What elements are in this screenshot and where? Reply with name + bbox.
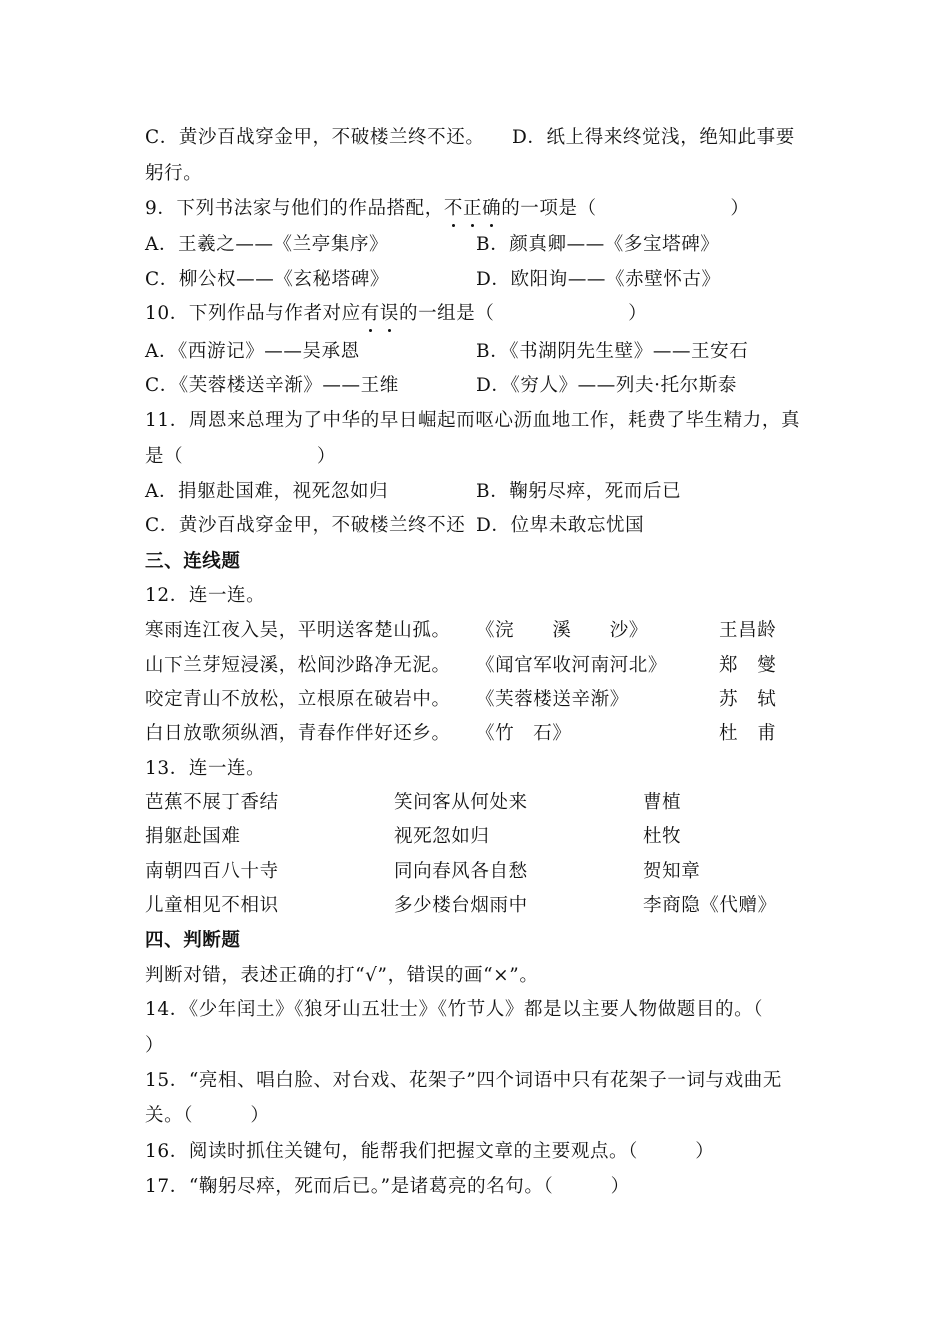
q12-work-title: 《芙蓉楼送辛渐》 [476,689,629,710]
q13-right-item: 曹植 [643,792,682,813]
section-3-title: 三、连线题 [145,551,241,572]
emphasis-char: 确 [482,198,502,219]
q13-left-item: 捐躯赴国难 [145,826,241,847]
q10-stem-suffix: 的一组是（ ） [398,303,648,324]
q13-left-item: 儿童相见不相识 [145,895,279,916]
q11-stem: 11．周恩来总理为了中华的早日崛起而呕心沥血地工作，耗费了毕生精力，真 [145,410,801,431]
q10-option-a: A．《西游记》——吴承恩 [145,341,360,362]
q17-stem: 17．“鞠躬尽瘁，死而后已。”是诸葛亮的名句。（ ） [145,1176,630,1197]
q12-work-title: 《闻官军收河南河北》 [476,655,668,676]
q12-work-title: 《竹 石》 [476,723,572,744]
q9-stem [145,197,750,221]
q12-poem-line: 白日放歌须纵酒，青春作伴好还乡。 [145,723,451,744]
q13-right-item: 李商隐《代赠》 [643,895,777,916]
q12-title: 12．连一连。 [145,585,266,606]
q10-stem-prefix: 10．下列作品与作者对应 [145,303,361,324]
q15-stem: 15．“亮相、唱白脸、对台戏、花架子”四个词语中只有花架子一词与戏曲无 [145,1070,782,1091]
q14-stem: 14．《少年闰土》《狼牙山五壮士》《竹节人》都是以主要人物做题目的。（ [145,999,764,1020]
q11-option-d: D．位卑未敢忘忧国 [476,515,645,536]
q12-poem-line: 山下兰芽短浸溪，松间沙路净无泥。 [145,655,451,676]
q13-left-item: 南朝四百八十寺 [145,861,279,882]
q9-option-b: B．颜真卿——《多宝塔碑》 [476,234,720,255]
q10-option-d: D．《穷人》——列夫·托尔斯泰 [476,375,737,396]
q11-option-b: B．鞠躬尽瘁，死而后已 [476,481,682,502]
q13-right-item: 杜牧 [643,826,682,847]
q8-option-d-cont: 躬行。 [145,163,203,184]
q9-stem-suffix: 的一项是（ ） [501,198,750,219]
emphasis-char: 正 [462,198,483,219]
emphasis-char: 有 [360,303,380,324]
q9-stem-prefix: 9．下列书法家与他们的作品搭配， [145,198,444,219]
emphasis-char: 不 [443,198,463,219]
q9-option-c: C．柳公权——《玄秘塔碑》 [145,269,389,290]
q12-work-title: 《浣 溪 沙》 [476,620,648,641]
q11-option-c: C．黄沙百战穿金甲，不破楼兰终不还 [145,515,466,536]
q12-author: 王昌龄 [719,620,777,641]
q13-middle-item: 同向春风各自愁 [394,861,528,882]
q12-author: 杜 甫 [719,723,777,744]
q13-middle-item: 笑问客从何处来 [394,792,528,813]
q13-middle-item: 多少楼台烟雨中 [394,895,528,916]
q16-stem: 16．阅读时抓住关键句，能帮我们把握文章的主要观点。（ ） [145,1141,715,1162]
section-4-title: 四、判断题 [145,930,241,951]
q11-option-a: A．捐躯赴国难，视死忽如归 [145,481,389,502]
q10-option-c: C．《芙蓉楼送辛渐》——王维 [145,375,399,396]
q9-option-a: A．王羲之——《兰亭集序》 [145,234,389,255]
q12-poem-line: 咬定青山不放松，立根原在破岩中。 [145,689,451,710]
q8-option-d: D．纸上得来终觉浅，绝知此事要 [512,127,795,148]
q13-middle-item: 视死忽如归 [394,826,490,847]
q8-option-c: C．黄沙百战穿金甲，不破楼兰终不还。 [145,127,485,148]
q12-author: 郑 燮 [719,655,777,676]
q14-stem-cont: ） [145,1035,165,1056]
q13-title: 13．连一连。 [145,758,266,779]
q10-option-b: B．《书湖阴先生壁》——王安石 [476,341,749,362]
judge-instruction: 判断对错，表述正确的打“√”，错误的画“×”。 [145,965,539,986]
q13-right-item: 贺知章 [643,861,701,882]
q13-left-item: 芭蕉不展丁香结 [145,792,279,813]
q10-stem [145,302,647,326]
q11-stem-cont: 是（ ） [145,446,337,467]
q9-option-d: D．欧阳询——《赤壁怀古》 [476,269,721,290]
q12-author: 苏 轼 [719,689,777,710]
emphasis-char: 误 [379,303,399,324]
q15-stem-cont: 关。（ ） [145,1105,270,1126]
q12-poem-line: 寒雨连江夜入吴，平明送客楚山孤。 [145,620,451,641]
